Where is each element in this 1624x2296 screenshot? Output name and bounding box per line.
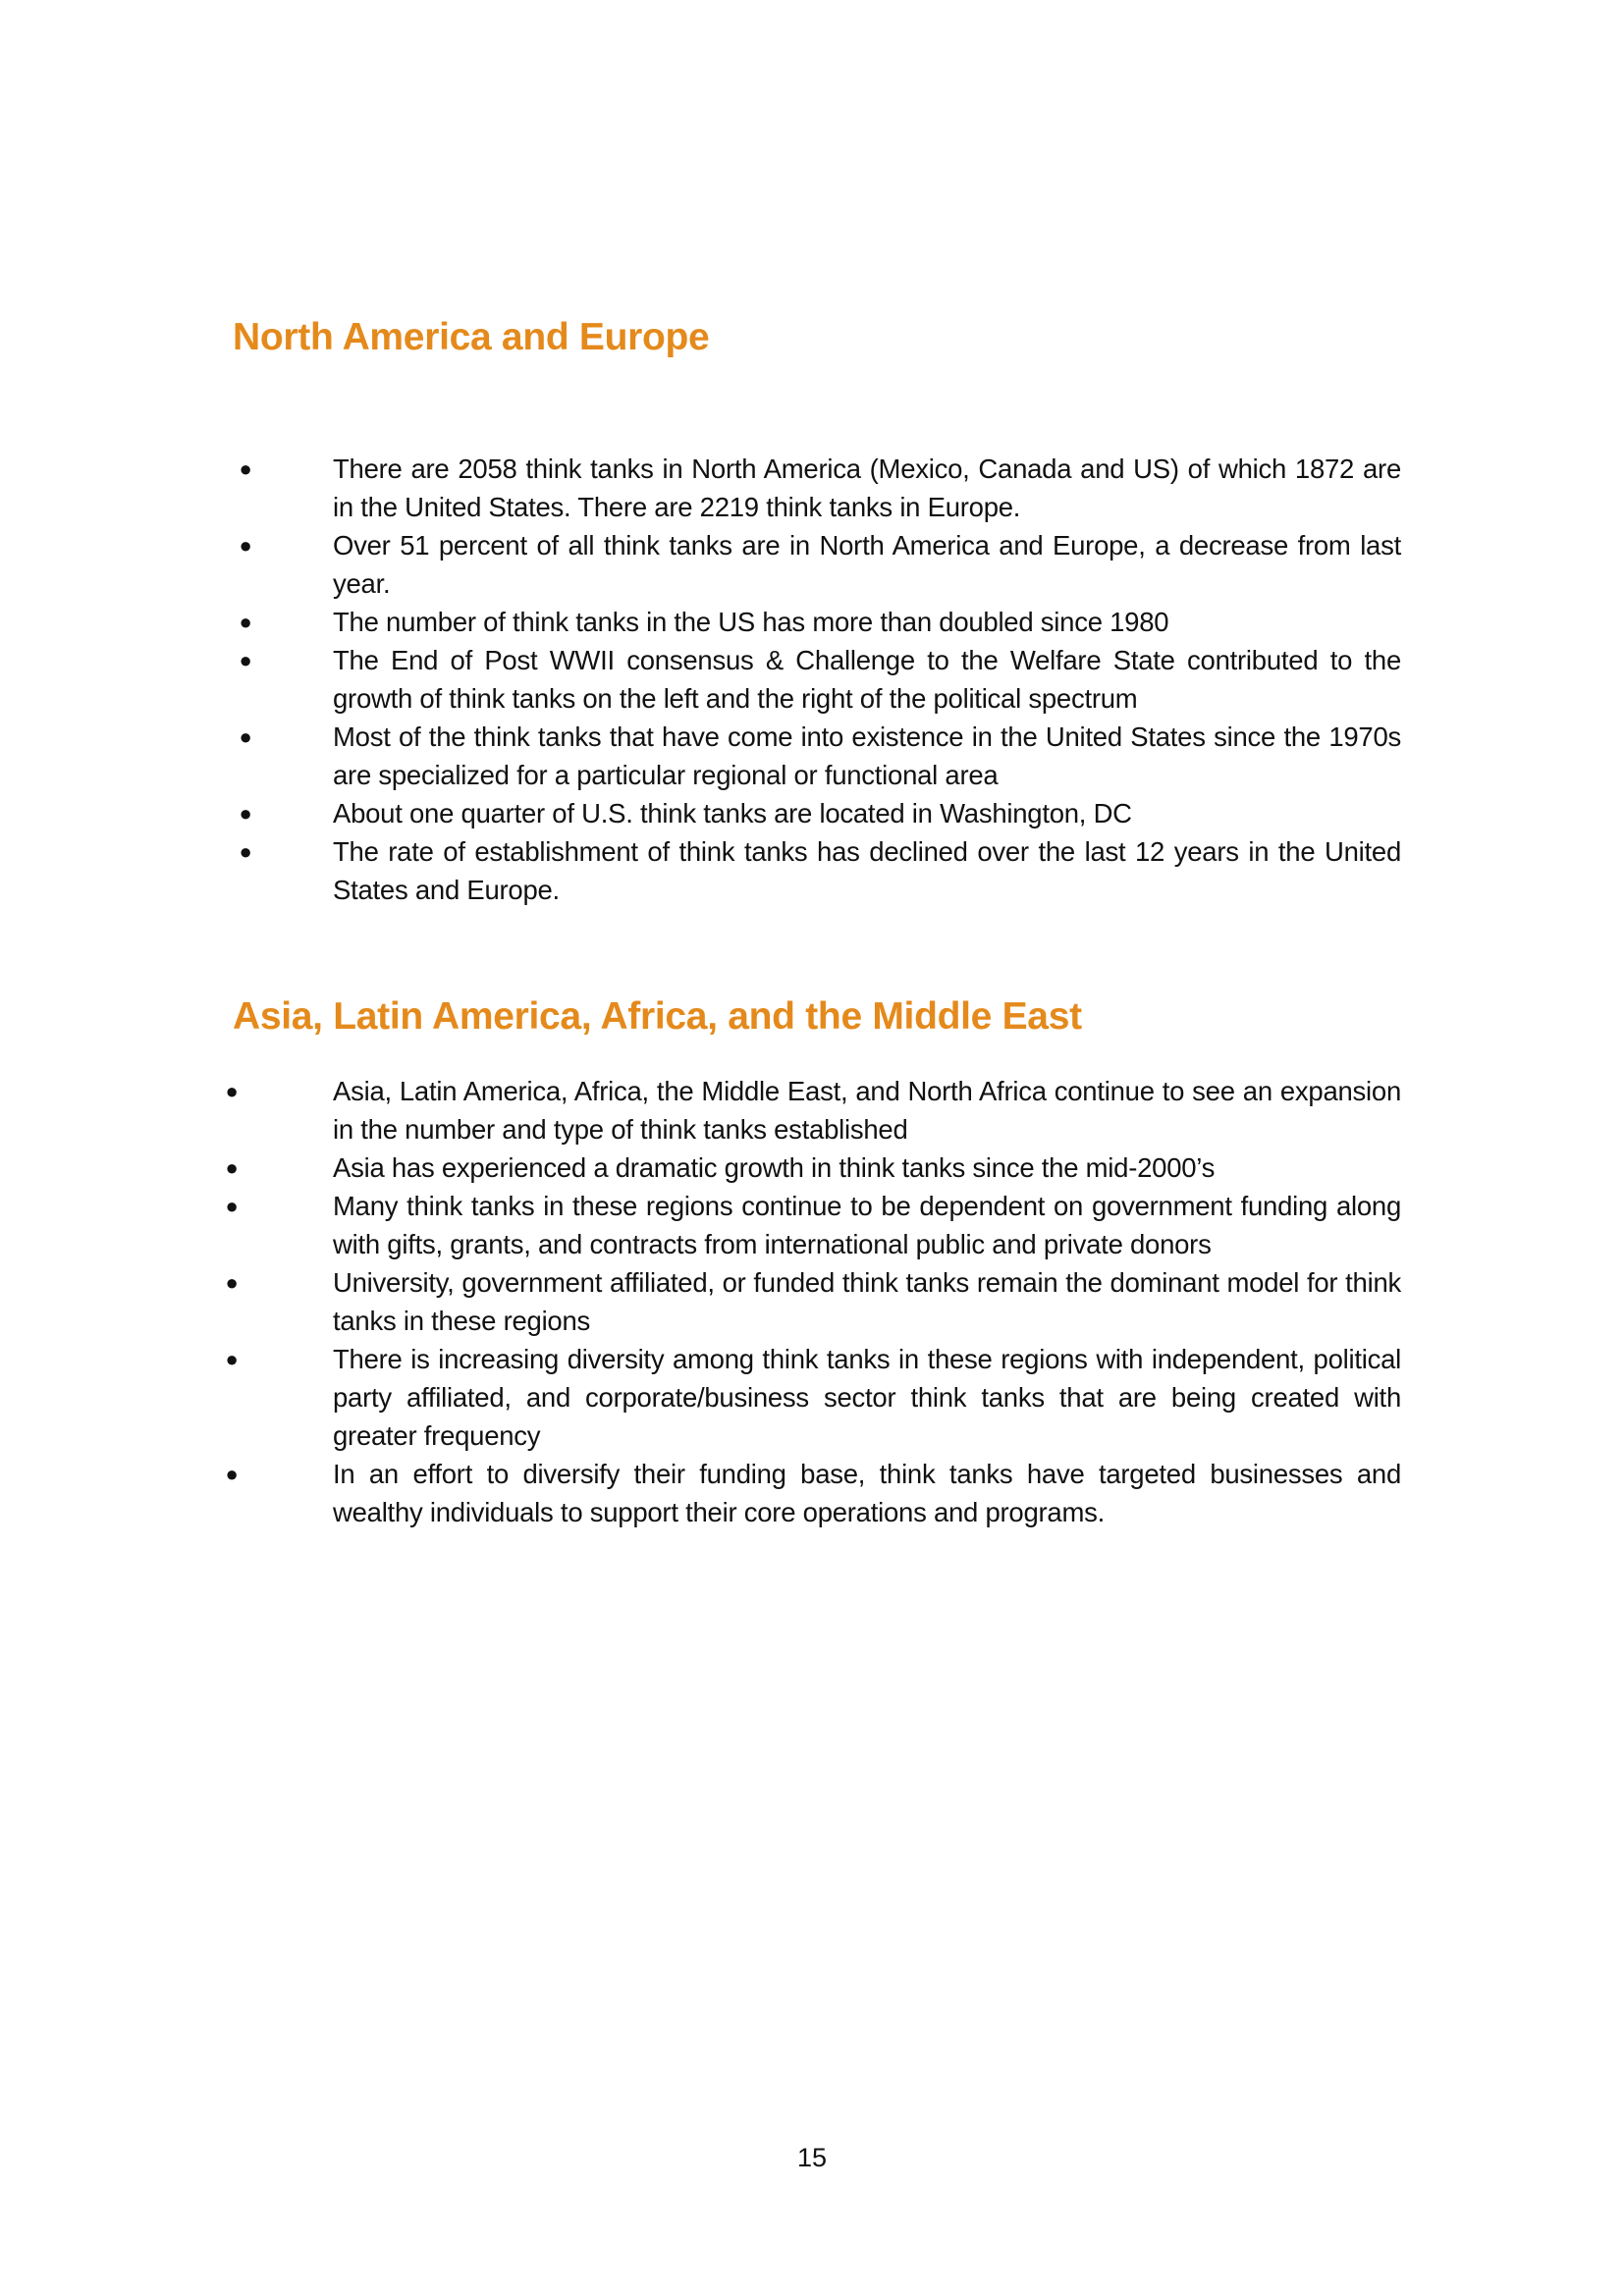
bullet-icon: ● <box>225 1270 239 1295</box>
list-item <box>225 1072 1401 1148</box>
list-item-text: Most of the think tanks that have come into existence in the United States since the 1970s are specialized for a particular regional or functional area <box>333 721 1401 790</box>
list-item <box>233 832 1401 909</box>
bullet-icon: ● <box>239 456 252 481</box>
bullet-icon: ● <box>239 648 252 672</box>
list-item-text: In an effort to diversify their funding base, think tanks have targeted businesses and wealthy individuals to support their core operations and programs. <box>333 1459 1401 1527</box>
list-item <box>233 603 1401 641</box>
list-item <box>225 1263 1401 1340</box>
section-asia-latam-africa-mideast <box>225 993 1401 1527</box>
bullet-list <box>225 1072 1401 1531</box>
bullet-icon: ● <box>225 1155 239 1180</box>
list-item-text: University, government affiliated, or funded think tanks remain the dominant model for think tanks in these regions <box>333 1267 1401 1336</box>
list-item-text: There is increasing diversity among think tanks in these regions with independent, political party affiliated, and corporate/business sector think tanks that are being created with greater frequency <box>333 1344 1401 1451</box>
list-item <box>225 1187 1401 1263</box>
list-item <box>225 1340 1401 1455</box>
bullet-icon: ● <box>239 724 252 749</box>
list-item-text: About one quarter of U.S. think tanks are located in Washington, DC <box>333 798 1132 828</box>
list-item-text: The End of Post WWII consensus & Challenge to the Welfare State contributed to the growth of think tanks on the left and the right of the political spectrum <box>333 645 1401 714</box>
list-item-text: Asia, Latin America, Africa, the Middle East, and North Africa continue to see an expansion in the number and type of think tanks established <box>333 1076 1401 1145</box>
list-item-text: Asia has experienced a dramatic growth in think tanks since the mid-2000’s <box>333 1152 1216 1183</box>
list-item-text: The number of think tanks in the US has more than doubled since 1980 <box>333 607 1169 637</box>
page-number: 15 <box>796 2143 828 2172</box>
bullet-icon: ● <box>239 610 252 634</box>
list-item-text: The rate of establishment of think tanks has declined over the last 12 years in the United States and Europe. <box>333 836 1401 905</box>
bullet-icon: ● <box>239 839 252 864</box>
list-item-text: There are 2058 think tanks in North America (Mexico, Canada and US) of which 1872 are in the United States. There are 2219 think tanks in Europe. <box>333 454 1401 522</box>
bullet-icon: ● <box>239 533 252 558</box>
section-heading: North America and Europe <box>233 316 710 358</box>
list-item-text: Many think tanks in these regions continue to be dependent on government funding along with gifts, grants, and contracts from international public and private donors <box>333 1191 1401 1259</box>
section-north-america-europe <box>233 314 1401 905</box>
bullet-icon: ● <box>225 1079 239 1103</box>
bullet-icon: ● <box>225 1462 239 1486</box>
section-heading: Asia, Latin America, Africa, and the Middle East <box>233 995 1082 1038</box>
list-item <box>233 794 1401 832</box>
list-item <box>233 450 1401 526</box>
bullet-icon: ● <box>239 801 252 826</box>
list-item-text: Over 51 percent of all think tanks are in North America and Europe, a decrease from last year. <box>333 530 1401 599</box>
bullet-icon: ● <box>225 1194 239 1218</box>
bullet-icon: ● <box>225 1347 239 1371</box>
list-item <box>225 1148 1401 1187</box>
list-item <box>233 718 1401 794</box>
list-item <box>233 526 1401 603</box>
list-item <box>225 1455 1401 1531</box>
list-item <box>233 641 1401 718</box>
bullet-list <box>233 450 1401 909</box>
